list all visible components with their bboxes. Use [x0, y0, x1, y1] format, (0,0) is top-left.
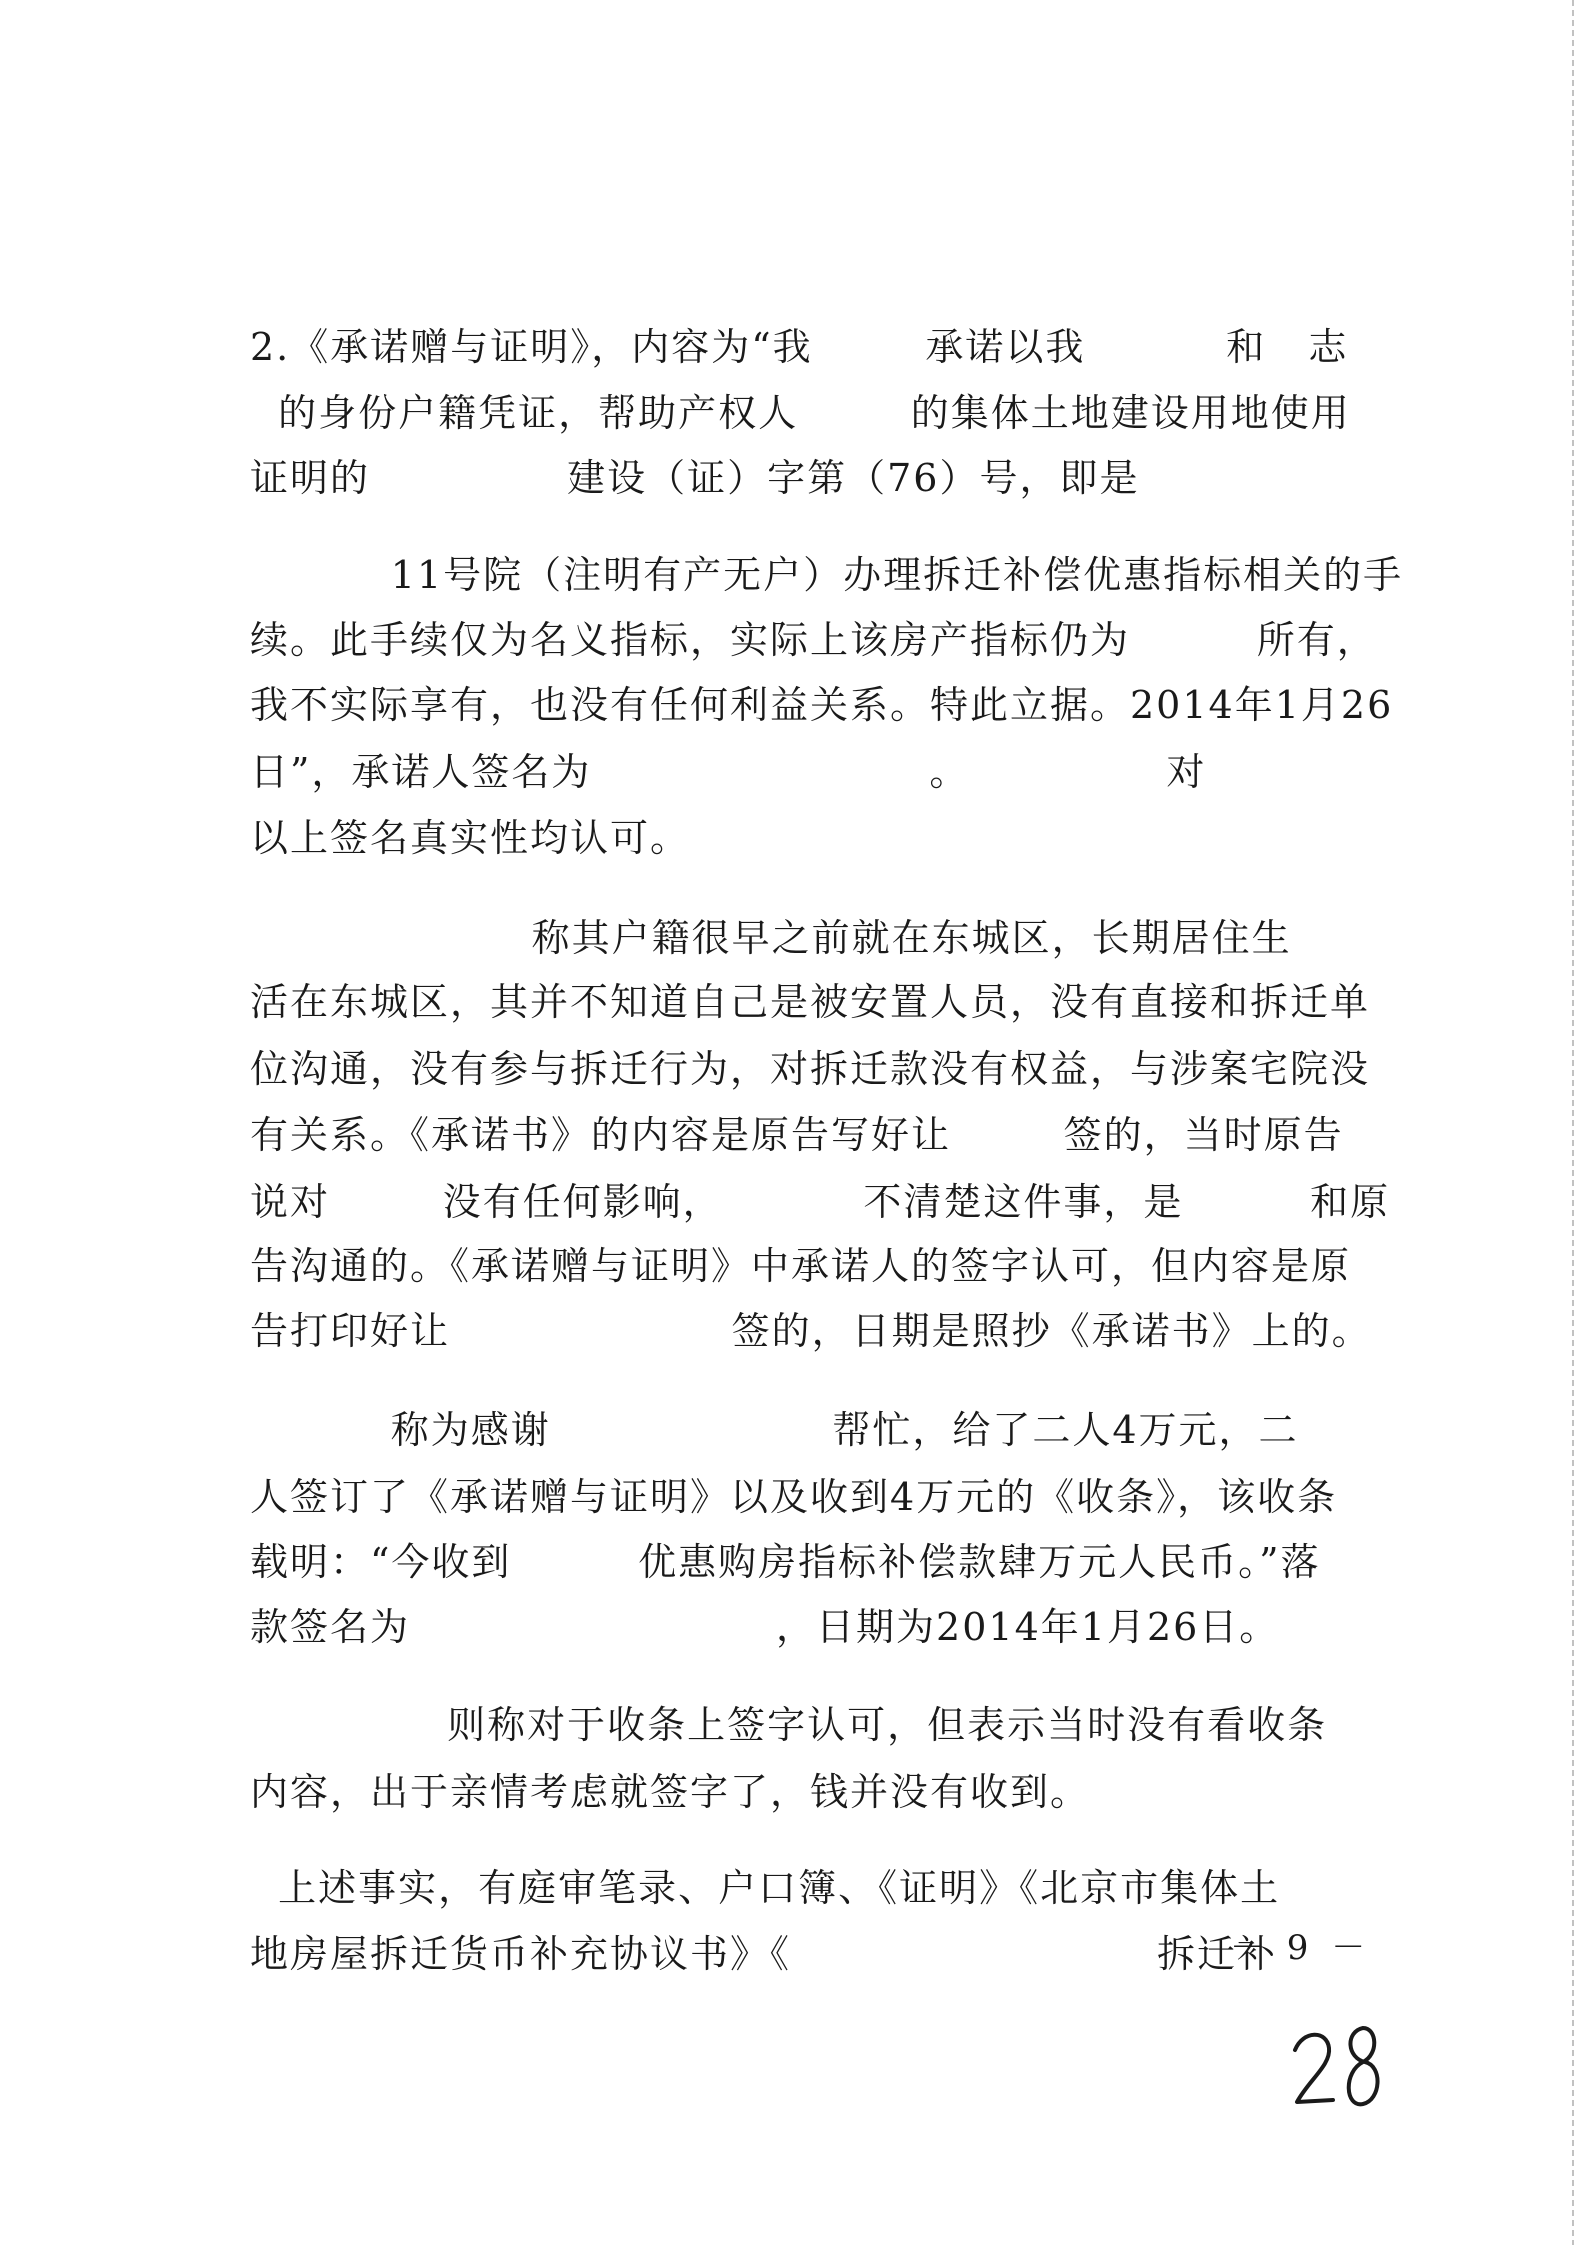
text-line: 上述事实，有庭审笔录、户口簿、《证明》《北京市集体土 [250, 1866, 1281, 1910]
text-line: 称为感谢 帮忙，给了二人4万元，二 [250, 1408, 1299, 1452]
text-line: 款签名为 ，日期为2014年1月26日。 [250, 1605, 1280, 1649]
text-line: 我不实际享有，也没有任何利益关系。特此立据。2014年1月26 [250, 683, 1394, 727]
text-line: 称其户籍很早之前就在东城区，长期居住生 [250, 916, 1292, 960]
text-line: 告打印好让 签的，日期是照抄《承诺书》上的。 [250, 1309, 1372, 1353]
text-line: 告沟通的。《承诺赠与证明》中承诺人的签字认可，但内容是原 [250, 1244, 1352, 1288]
text-line: 续。此手续仅为名义指标，实际上该房产指标仍为 所有， [250, 618, 1377, 662]
scan-edge-line [1572, 0, 1574, 2245]
text-line: 以上签名真实性均认可。 [250, 816, 691, 860]
text-line: 有关系。《承诺书》的内容是原告写好让 签的，当时原告 [250, 1113, 1344, 1157]
text-line: 11号院（注明有产无户）办理拆迁补偿优惠指标相关的手 [250, 553, 1404, 597]
text-line: 内容，出于亲情考虑就签字了，钱并没有收到。 [250, 1770, 1091, 1814]
text-line: 人签订了《承诺赠与证明》以及收到4万元的《收条》，该收条 [250, 1475, 1338, 1519]
text-line: 地房屋拆迁货币补充协议书》《 拆迁补 [250, 1932, 1278, 1976]
text-line: 的身份户籍凭证，帮助产权人 的集体土地建设用地使用 [250, 391, 1351, 435]
text-line: 说对 没有任何影响， 不清楚这件事，是 和原 [250, 1180, 1391, 1224]
text-line: 位沟通，没有参与拆迁行为，对拆迁款没有权益，与涉案宅院没 [250, 1047, 1371, 1091]
handwritten-page-number [1285, 2010, 1395, 2120]
text-line: 活在东城区，其并不知道自己是被安置人员，没有直接和拆迁单 [250, 980, 1371, 1024]
text-line: 日”，承诺人签名为 。 对 [250, 750, 1207, 794]
page-number: － 9 － [1230, 1928, 1372, 1968]
text-line: 证明的 建设（证）字第（76）号，即是 [250, 456, 1140, 500]
text-line: 2.《承诺赠与证明》，内容为“我 承诺以我 和 志 [250, 325, 1349, 369]
text-line: 载明：“今收到 优惠购房指标补偿款肆万元人民币。”落 [250, 1540, 1321, 1584]
text-line: 则称对于收条上签字认可，但表示当时没有看收条 [250, 1703, 1328, 1747]
